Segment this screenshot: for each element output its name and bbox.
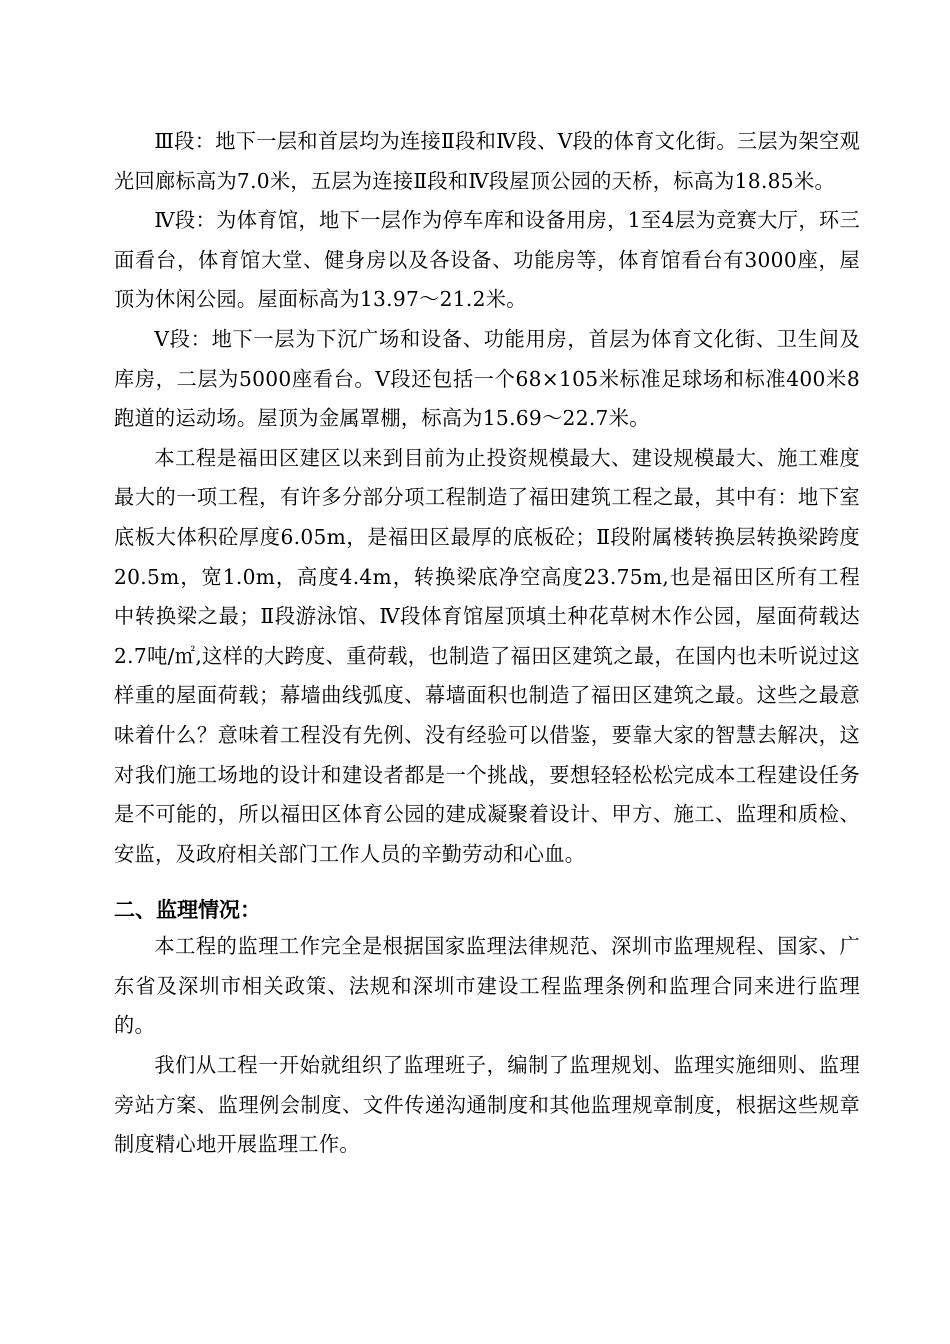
paragraph-section-5: Ⅴ段：地下一层为下沉广场和设备、功能用房，首层为体育文化街、卫生间及库房，二层为5000座看台。Ⅴ段还包括一个68×105米标准足球场和标准400米8跑道的运动场。屋顶为金属罩棚，标高为15.69～22.7米。 (114, 326, 860, 431)
paragraph-supervision-organization: 我们从工程一开始就组织了监理班子，编制了监理规划、监理实施细则、监理旁站方案、监理例会制度、文件传递沟通制度和其他监理规章制度，根据这些规章制度精心地开展监理工作。 (114, 1053, 860, 1157)
paragraph-section-4: Ⅳ段：为体育馆，地下一层作为停车库和设备用房，1至4层为竞赛大厅，环三面看台，体育馆大堂、健身房以及各设备、功能房等，体育馆看台有3000座，屋顶为休闲公园。屋面标高为13.97～21.2米。 (114, 208, 860, 312)
paragraph-section-3: Ⅲ段：地下一层和首层均为连接Ⅱ段和Ⅳ段、Ⅴ段的体育文化街。三层为架空观光回廊标高为7.0米，五层为连接Ⅱ段和Ⅳ段屋顶公园的天桥，标高为18.85米。 (114, 129, 860, 193)
paragraph-supervision-basis: 本工程的监理工作完全是根据国家监理法律规范、深圳市监理规程、国家、广东省及深圳市相关政策、法规和深圳市建设工程监理条例和监理合同来进行监理的。 (114, 934, 860, 1038)
paragraph-project-records: 本工程是福田区建区以来到目前为止投资规模最大、建设规模最大、施工难度最大的一项工程，有许多分部分项工程制造了福田建筑工程之最，其中有：地下室底板大体积砼厚度6.05m，是福田区最厚的底板砼；Ⅱ段附属楼转换层转换梁跨度20.5m，宽1.0m，高度4.4m，转换梁底净空高度23.75m,也是福田区所有工程中转换梁之最；Ⅱ段游泳馆、Ⅳ段体育馆屋顶填土种花草树木作公园，屋面荷载达2.7吨/㎡,这样的大跨度、重荷载，也制造了福田区建筑之最，在国内也未听说过这样重的屋面荷载；幕墙曲线弧度、幕墙面积也制造了福田区建筑之最。这些之最意味着什么？意味着工程没有先例、没有经验可以借鉴，要靠大家的智慧去解决，这对我们施工场地的设计和建设者都是一个挑战，要想轻轻松松完成本工程建设任务是不可能的，所以福田区体育公园的建成凝聚着设计、甲方、施工、监理和质检、安监，及政府相关部门工作人员的辛勤劳动和心血。 (114, 445, 860, 866)
section-heading-supervision: 二、监理情况： (114, 898, 261, 923)
document-page (114, 122, 860, 1165)
